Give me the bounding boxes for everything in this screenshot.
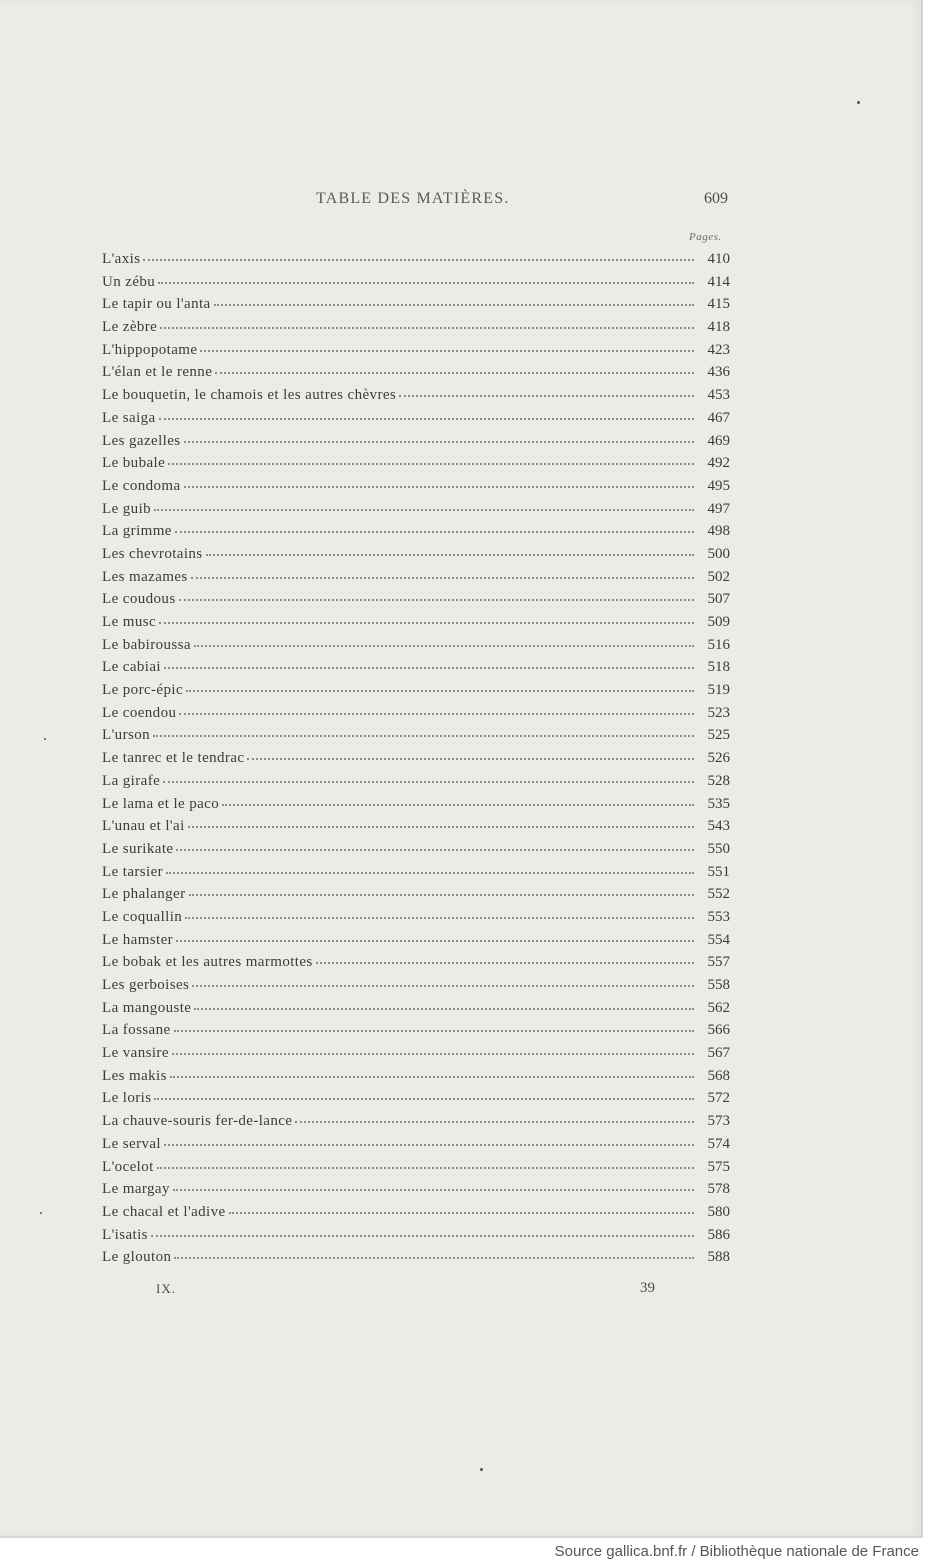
toc-entry-page: 518 [707,659,730,676]
dot-leader [184,437,694,443]
toc-entry-title: Le margay [102,1181,170,1198]
toc-entry [102,523,730,546]
dot-leader [206,550,694,556]
dot-leader [174,1026,694,1032]
toc-entry-page: 436 [707,364,730,381]
toc-entry-title: Les makis [102,1067,167,1084]
toc-entry-title: L'élan et le renne [102,364,213,381]
toc-entry-title: Le coquallin [102,908,183,925]
running-title: TABLE DES MATIÈRES. [316,190,510,207]
toc-entry [102,501,730,524]
signature-mark: IX. [156,1281,176,1296]
toc-entry-page: 551 [707,863,730,880]
toc-entry [102,818,730,841]
dot-leader [179,595,694,601]
toc-entry-page: 469 [707,432,730,449]
dot-leader [143,255,694,261]
dot-leader [200,346,694,352]
toc-entry-title: Le phalanger [102,886,186,903]
pages-column-label: Pages. [689,231,722,243]
toc-entry [102,886,730,909]
toc-entry-page: 507 [707,591,730,608]
dot-leader [192,981,694,987]
toc-entry [102,727,730,750]
table-of-contents [102,251,730,1272]
toc-entry-title: La grimme [102,523,172,540]
toc-entry-page: 467 [707,409,730,426]
dot-leader [194,1004,694,1010]
toc-entry-page: 415 [707,296,730,313]
dot-leader [164,1140,694,1146]
toc-entry-page: 502 [707,568,730,585]
toc-entry [102,1227,730,1250]
toc-entry [102,841,730,864]
toc-entry-page: 516 [707,636,730,653]
toc-entry [102,433,730,456]
toc-entry-page: 410 [707,251,730,267]
toc-entry-title: Le saiga [102,409,156,426]
dot-leader [160,323,694,329]
toc-entry-title: La chauve-souris fer-de-lance [102,1113,293,1130]
dot-leader [153,731,694,737]
dot-leader [176,936,694,942]
toc-entry [102,1249,730,1272]
dot-leader [173,1185,694,1191]
toc-entry [102,1181,730,1204]
toc-entry-page: 550 [707,840,730,857]
dot-leader [166,868,694,874]
toc-entry [102,274,730,297]
dot-leader [163,777,694,783]
dot-leader [215,368,694,374]
toc-entry-page: 575 [707,1158,730,1175]
dot-leader [154,1094,694,1100]
toc-entry-page: 588 [707,1249,730,1266]
dot-leader [222,800,694,806]
toc-entry [102,1000,730,1023]
toc-entry [102,1045,730,1068]
toc-entry-page: 566 [707,1022,730,1039]
dot-leader [151,1231,694,1237]
toc-entry [102,251,730,274]
toc-entry [102,682,730,705]
toc-entry [102,546,730,569]
toc-entry-page: 562 [707,999,730,1016]
sheet-number: 39 [640,1280,655,1296]
toc-entry-title: Le loris [102,1090,152,1107]
paper-speck [480,1468,483,1471]
toc-entry-title: Le coudous [102,591,176,608]
toc-entry [102,659,730,682]
toc-entry [102,705,730,728]
toc-entry-title: La fossane [102,1022,171,1039]
toc-entry-page: 495 [707,477,730,494]
toc-entry [102,932,730,955]
toc-entry-page: 525 [707,727,730,744]
toc-entry [102,296,730,319]
toc-entry-title: Le tapir ou l'anta [102,296,211,313]
toc-entry [102,796,730,819]
toc-entry-title: Le chacal et l'adive [102,1203,226,1220]
toc-entry-title: Le cabiai [102,659,161,676]
toc-entry-title: L'isatis [102,1226,148,1243]
toc-entry-page: 574 [707,1135,730,1152]
toc-entry [102,909,730,932]
dot-leader [184,482,694,488]
toc-entry-page: 573 [707,1113,730,1130]
toc-entry-page: 552 [707,886,730,903]
dot-leader [247,754,694,760]
toc-entry-title: Le zèbre [102,319,158,336]
toc-entry-title: Le porc-épic [102,682,184,699]
toc-entry-page: 492 [707,455,730,472]
toc-entry-title: Le surikate [102,840,174,857]
toc-entry-page: 423 [707,341,730,358]
dot-leader [316,958,694,964]
toc-entry-title: Le tanrec et le tendrac [102,750,245,767]
toc-entry [102,455,730,478]
dot-leader [295,1117,694,1123]
toc-entry [102,1068,730,1091]
toc-entry [102,1204,730,1227]
toc-entry-page: 558 [707,977,730,993]
dot-leader [179,709,694,715]
toc-entry-page: 568 [707,1067,730,1084]
dot-leader [189,890,694,896]
toc-entry-title: L'unau et l'ai [102,818,185,835]
paper-speck [857,101,860,104]
dot-leader [194,641,694,647]
dot-leader [168,459,694,465]
toc-entry-title: Le guib [102,500,152,517]
paper-speck [40,1212,42,1214]
dot-leader [399,391,694,397]
toc-entry [102,750,730,773]
toc-entry-title: La mangouste [102,999,192,1016]
toc-entry-title: Les mazames [102,568,188,585]
paper-speck [44,738,46,740]
toc-entry-title: Un zébu [102,273,156,290]
dot-leader [159,618,694,624]
toc-entry-title: L'ocelot [102,1158,154,1175]
toc-entry-page: 578 [707,1181,730,1198]
toc-entry [102,954,730,977]
toc-entry [102,637,730,660]
toc-entry-title: Le hamster [102,931,174,948]
toc-entry [102,1136,730,1159]
toc-entry-title: Le glouton [102,1249,172,1266]
dot-leader [186,686,694,692]
toc-entry-title: L'urson [102,727,150,744]
toc-entry-title: Le coendou [102,704,177,721]
toc-entry-title: Le serval [102,1135,161,1152]
toc-entry-page: 523 [707,704,730,721]
toc-entry-page: 453 [707,387,730,404]
toc-entry [102,1090,730,1113]
toc-entry-title: Le babiroussa [102,636,191,653]
toc-entry [102,1022,730,1045]
toc-entry [102,614,730,637]
toc-entry [102,1159,730,1182]
toc-entry [102,478,730,501]
dot-leader [174,1253,694,1259]
toc-entry-page: 586 [707,1226,730,1243]
toc-entry [102,319,730,342]
running-head [0,190,921,214]
dot-leader [170,1072,694,1078]
dot-leader [159,414,694,420]
toc-entry-page: 418 [707,319,730,336]
toc-entry-page: 554 [707,931,730,948]
toc-entry-page: 509 [707,614,730,630]
toc-entry-page: 528 [707,772,730,789]
dot-leader [176,845,694,851]
dot-leader [229,1208,694,1214]
dot-leader [158,278,694,284]
toc-entry-title: Le tarsier [102,863,164,880]
dot-leader [188,822,694,828]
toc-entry-title: L'hippopotame [102,341,198,358]
toc-entry-title: L'axis [102,251,141,267]
toc-entry [102,364,730,387]
toc-entry [102,591,730,614]
dot-leader [185,913,694,919]
dot-leader [172,1049,694,1055]
dot-leader [214,300,694,306]
toc-entry-title: Le musc [102,614,157,630]
dot-leader [191,573,694,579]
dot-leader [157,1163,694,1169]
dot-leader [175,527,694,533]
toc-entry-page: 519 [707,682,730,699]
toc-entry-page: 414 [707,273,730,290]
toc-entry-page: 498 [707,523,730,540]
toc-entry-page: 580 [707,1203,730,1220]
toc-entry-page: 497 [707,500,730,517]
toc-entry [102,387,730,410]
toc-entry-title: Le bouquetin, le chamois et les autres chèvres [102,387,397,404]
toc-entry-page: 535 [707,795,730,812]
toc-entry-title: La girafe [102,772,161,789]
toc-entry [102,342,730,365]
toc-entry-title: Le bobak et les autres marmottes [102,954,313,971]
toc-entry [102,773,730,796]
toc-entry [102,977,730,1000]
toc-entry [102,410,730,433]
toc-entry-title: Le lama et le paco [102,795,220,812]
toc-entry-page: 526 [707,750,730,767]
page-number: 609 [704,190,728,207]
toc-entry [102,1113,730,1136]
toc-entry [102,569,730,592]
toc-entry-page: 567 [707,1045,730,1062]
toc-entry-title: Le vansire [102,1045,169,1062]
dot-leader [164,663,694,669]
toc-entry-title: Le condoma [102,477,181,494]
source-attribution: Source gallica.bnf.fr / Bibliothèque nationale de France [554,1543,919,1560]
toc-entry-title: Les gazelles [102,432,181,449]
toc-entry-page: 500 [707,545,730,562]
toc-entry-title: Le bubale [102,455,166,472]
dot-leader [154,505,694,511]
toc-entry-title: Les chevrotains [102,545,203,562]
toc-entry-page: 572 [707,1090,730,1107]
toc-entry-page: 543 [707,818,730,835]
toc-entry-title: Les gerboises [102,977,190,993]
toc-entry [102,864,730,887]
toc-entry-page: 553 [707,908,730,925]
toc-entry-page: 557 [707,954,730,971]
